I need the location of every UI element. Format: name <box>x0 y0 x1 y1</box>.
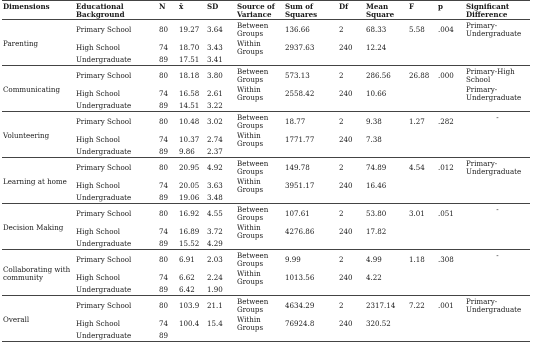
empty-cell <box>408 240 437 250</box>
f-cell <box>408 222 437 240</box>
p-cell: .000 <box>438 71 454 80</box>
empty-cell <box>338 194 365 204</box>
table-row <box>2 102 530 112</box>
mean-cell: 15.52 <box>178 240 206 250</box>
p-cell: .051 <box>438 209 454 218</box>
empty-cell <box>437 332 465 342</box>
sd-cell: 3.43 <box>207 43 223 52</box>
n-cell: 80 <box>159 117 169 126</box>
sum-of-squares-cell: 3951.17 <box>285 181 315 190</box>
educational-background-cell: Primary School <box>76 163 132 172</box>
educational-background-cell: Undergraduate <box>75 194 158 204</box>
empty-cell <box>465 148 530 158</box>
n-cell: 80 <box>159 255 169 264</box>
empty-cell <box>365 332 408 342</box>
df-cell: 2 <box>339 163 344 172</box>
p-cell <box>437 84 465 102</box>
educational-background-cell: High School <box>76 273 121 282</box>
educational-background-cell: Primary School <box>76 209 132 218</box>
sd-cell: 2.03 <box>207 255 223 264</box>
p-cell <box>437 38 465 56</box>
sum-of-squares-cell: 1013.56 <box>285 273 315 282</box>
source-of-variance-cell: Between Groups <box>237 159 269 176</box>
table-row <box>2 148 530 158</box>
empty-cell <box>408 102 437 112</box>
sd-cell: 15.4 <box>207 319 223 328</box>
f-cell: 26.88 <box>409 71 430 80</box>
source-of-variance-cell: Between Groups <box>237 251 269 268</box>
source-of-variance-cell: Within Groups <box>237 39 264 56</box>
mean-cell: 14.51 <box>178 102 206 112</box>
mean-square-cell: 4.22 <box>366 273 382 282</box>
n-cell: 89 <box>158 102 178 112</box>
header-p: p <box>437 1 465 20</box>
table-row <box>2 112 530 131</box>
f-cell: 7.22 <box>409 301 425 310</box>
table-row <box>2 56 530 66</box>
table-row <box>2 286 530 296</box>
mean-cell: 20.95 <box>179 163 200 172</box>
source-of-variance-cell: Within Groups <box>237 85 264 102</box>
significant-difference-cell <box>465 38 530 56</box>
empty-cell <box>408 148 437 158</box>
empty-cell <box>465 286 530 296</box>
empty-cell <box>236 102 284 112</box>
sum-of-squares-cell: 2937.63 <box>285 43 315 52</box>
mean-cell: 16.92 <box>179 209 200 218</box>
educational-background-cell: High School <box>76 43 121 52</box>
table-row <box>2 204 530 223</box>
table-row <box>2 296 530 315</box>
mean-cell: 100.4 <box>179 319 200 328</box>
n-cell: 89 <box>158 286 178 296</box>
mean-square-cell: 286.56 <box>366 71 391 80</box>
n-cell: 89 <box>158 148 178 158</box>
source-of-variance-cell: Within Groups <box>237 223 264 240</box>
sd-cell: 1.90 <box>206 286 236 296</box>
dimension-label: Overall <box>2 296 75 342</box>
header-f: F <box>408 1 437 20</box>
significant-difference-cell: - <box>496 113 499 122</box>
educational-background-cell: High School <box>76 135 121 144</box>
empty-cell <box>408 286 437 296</box>
significant-difference-cell <box>465 176 530 194</box>
empty-cell <box>408 194 437 204</box>
mean-cell: 16.89 <box>179 227 200 236</box>
educational-background-cell: Undergraduate <box>75 102 158 112</box>
empty-cell <box>236 148 284 158</box>
educational-background-cell: Primary School <box>76 71 132 80</box>
empty-cell <box>437 148 465 158</box>
sum-of-squares-cell: 2558.42 <box>285 89 315 98</box>
df-cell: 240 <box>339 319 353 328</box>
educational-background-cell: High School <box>76 181 121 190</box>
sd-cell: 3.22 <box>206 102 236 112</box>
significant-difference-cell <box>465 268 530 286</box>
f-cell <box>408 84 437 102</box>
mean-cell: 6.62 <box>179 273 195 282</box>
source-of-variance-cell: Between Groups <box>237 113 269 130</box>
significant-difference-cell: Primary-High School <box>466 67 515 84</box>
sd-cell: 3.64 <box>207 25 223 34</box>
mean-cell: 6.91 <box>179 255 195 264</box>
mean-cell: 9.86 <box>178 148 206 158</box>
table-row <box>2 194 530 204</box>
mean-cell: 103.9 <box>179 301 200 310</box>
dimension-label: Collaborating with community <box>2 250 75 296</box>
mean-square-cell: 10.66 <box>366 89 387 98</box>
sd-cell: 3.80 <box>207 71 223 80</box>
significant-difference-cell <box>465 222 530 240</box>
source-of-variance-cell: Between Groups <box>237 67 269 84</box>
empty-cell <box>284 148 338 158</box>
dimension-label: Volunteering <box>2 112 75 158</box>
empty-cell <box>365 240 408 250</box>
empty-cell <box>338 332 365 342</box>
dimension-label: Learning at home <box>2 158 75 204</box>
educational-background-cell: Primary School <box>76 255 132 264</box>
sd-cell: 3.48 <box>206 194 236 204</box>
header-sd: SD <box>206 1 236 20</box>
p-cell <box>437 268 465 286</box>
empty-cell <box>437 102 465 112</box>
empty-cell <box>236 332 284 342</box>
empty-cell <box>465 56 530 66</box>
empty-cell <box>284 194 338 204</box>
empty-cell <box>408 56 437 66</box>
df-cell: 240 <box>339 181 353 190</box>
significant-difference-cell <box>465 314 530 332</box>
empty-cell <box>437 194 465 204</box>
empty-cell <box>437 240 465 250</box>
n-cell: 80 <box>159 163 169 172</box>
table-row <box>2 38 530 56</box>
sum-of-squares-cell: 107.61 <box>285 209 310 218</box>
sd-cell: 2.24 <box>207 273 223 282</box>
mean-square-cell: 320.52 <box>366 319 391 328</box>
empty-cell <box>365 148 408 158</box>
empty-cell <box>465 102 530 112</box>
educational-background-cell: High School <box>76 319 121 328</box>
p-cell: .282 <box>438 117 454 126</box>
sd-cell: 3.02 <box>207 117 223 126</box>
p-cell <box>437 222 465 240</box>
table-row <box>2 268 530 286</box>
source-of-variance-cell: Between Groups <box>237 21 269 38</box>
mean-square-cell: 74.89 <box>366 163 387 172</box>
f-cell: 1.18 <box>409 255 425 264</box>
empty-cell <box>365 56 408 66</box>
educational-background-cell: Primary School <box>76 25 132 34</box>
p-cell: .001 <box>438 301 454 310</box>
f-cell: 3.01 <box>409 209 425 218</box>
df-cell: 240 <box>339 43 353 52</box>
f-cell: 1.27 <box>409 117 425 126</box>
dimension-label: Parenting <box>2 20 75 66</box>
mean-square-cell: 9.38 <box>366 117 382 126</box>
educational-background-cell: Undergraduate <box>75 240 158 250</box>
p-cell <box>437 314 465 332</box>
sd-cell: 2.37 <box>206 148 236 158</box>
df-cell: 2 <box>339 25 344 34</box>
significant-difference-cell: - <box>496 251 499 260</box>
empty-cell <box>365 102 408 112</box>
mean-cell: 19.27 <box>179 25 200 34</box>
empty-cell <box>408 332 437 342</box>
educational-background-cell: Undergraduate <box>75 286 158 296</box>
f-cell: 5.58 <box>409 25 425 34</box>
mean-square-cell: 12.24 <box>366 43 387 52</box>
header-sum-of-squares: Sum of Squares <box>284 1 338 20</box>
f-cell <box>408 176 437 194</box>
table-row <box>2 250 530 269</box>
empty-cell <box>365 286 408 296</box>
p-cell: .004 <box>438 25 454 34</box>
mean-cell <box>178 332 206 342</box>
n-cell: 74 <box>159 89 169 98</box>
sum-of-squares-cell: 136.66 <box>285 25 310 34</box>
empty-cell <box>284 332 338 342</box>
table-row <box>2 240 530 250</box>
n-cell: 80 <box>159 301 169 310</box>
mean-square-cell: 68.33 <box>366 25 387 34</box>
header-mean-square: Mean Square <box>365 1 408 20</box>
sum-of-squares-cell: 149.78 <box>285 163 310 172</box>
table-row <box>2 66 530 85</box>
p-cell <box>437 130 465 148</box>
mean-square-cell: 2317.14 <box>366 301 396 310</box>
header-mean: x̄ <box>178 1 206 20</box>
header-educational-background: Educational Background <box>75 1 158 20</box>
source-of-variance-cell: Within Groups <box>237 315 264 332</box>
source-of-variance-cell: Between Groups <box>237 297 269 314</box>
sum-of-squares-cell: 18.77 <box>285 117 306 126</box>
empty-cell <box>365 194 408 204</box>
educational-background-cell: Undergraduate <box>75 148 158 158</box>
sd-cell <box>206 332 236 342</box>
mean-cell: 6.42 <box>178 286 206 296</box>
df-cell: 240 <box>339 227 353 236</box>
header-df: Df <box>338 1 365 20</box>
mean-cell: 17.51 <box>178 56 206 66</box>
sum-of-squares-cell: 573.13 <box>285 71 310 80</box>
empty-cell <box>338 56 365 66</box>
n-cell: 74 <box>159 319 169 328</box>
mean-cell: 18.18 <box>179 71 200 80</box>
educational-background-cell: Undergraduate <box>75 56 158 66</box>
source-of-variance-cell: Within Groups <box>237 269 264 286</box>
n-cell: 80 <box>159 25 169 34</box>
empty-cell <box>465 332 530 342</box>
header-source-of-variance: Source of Variance <box>236 1 284 20</box>
table-row <box>2 222 530 240</box>
empty-cell <box>338 148 365 158</box>
n-cell: 74 <box>159 181 169 190</box>
sum-of-squares-cell: 9.99 <box>285 255 301 264</box>
df-cell: 2 <box>339 255 344 264</box>
educational-background-cell: Undergraduate <box>75 332 158 342</box>
n-cell: 80 <box>159 71 169 80</box>
significant-difference-cell: Primary-Undergraduate <box>466 159 522 176</box>
empty-cell <box>465 194 530 204</box>
empty-cell <box>236 194 284 204</box>
educational-background-cell: Primary School <box>76 117 132 126</box>
mean-cell: 19.06 <box>178 194 206 204</box>
empty-cell <box>465 240 530 250</box>
source-of-variance-cell: Within Groups <box>237 131 264 148</box>
sd-cell: 3.41 <box>206 56 236 66</box>
sum-of-squares-cell: 1771.77 <box>285 135 315 144</box>
empty-cell <box>338 240 365 250</box>
mean-square-cell: 4.99 <box>366 255 382 264</box>
df-cell: 240 <box>339 89 353 98</box>
sum-of-squares-cell: 4276.86 <box>285 227 315 236</box>
header-dimensions: Dimensions <box>2 1 75 20</box>
empty-cell <box>338 102 365 112</box>
sum-of-squares-cell: 4634.29 <box>285 301 315 310</box>
n-cell: 89 <box>158 240 178 250</box>
dimension-label: Decision Making <box>2 204 75 250</box>
f-cell <box>408 38 437 56</box>
table-row <box>2 158 530 177</box>
significant-difference-cell: Primary-Undergraduate <box>466 85 522 102</box>
significant-difference-cell: Primary-Undergraduate <box>466 21 522 38</box>
sd-cell: 3.72 <box>207 227 223 236</box>
empty-cell <box>284 56 338 66</box>
table-row <box>2 176 530 194</box>
sd-cell: 2.74 <box>207 135 223 144</box>
empty-cell <box>236 286 284 296</box>
p-cell <box>437 176 465 194</box>
f-cell <box>408 314 437 332</box>
significant-difference-cell: - <box>496 205 499 214</box>
n-cell: 89 <box>158 194 178 204</box>
table-row <box>2 20 530 39</box>
table-row <box>2 84 530 102</box>
f-cell: 4.54 <box>409 163 425 172</box>
mean-cell: 10.37 <box>179 135 200 144</box>
educational-background-cell: High School <box>76 89 121 98</box>
p-cell: .012 <box>438 163 454 172</box>
f-cell <box>408 268 437 286</box>
empty-cell <box>338 286 365 296</box>
educational-background-cell: Primary School <box>76 301 132 310</box>
n-cell: 74 <box>159 43 169 52</box>
source-of-variance-cell: Within Groups <box>237 177 264 194</box>
source-of-variance-cell: Between Groups <box>237 205 269 222</box>
n-cell: 89 <box>158 56 178 66</box>
df-cell: 240 <box>339 135 353 144</box>
empty-cell <box>284 240 338 250</box>
n-cell: 74 <box>159 227 169 236</box>
n-cell: 89 <box>158 332 178 342</box>
table-body <box>2 20 530 342</box>
header-significant-difference: Significant Difference <box>465 1 530 20</box>
n-cell: 80 <box>159 209 169 218</box>
sd-cell: 4.55 <box>207 209 223 218</box>
f-cell <box>408 130 437 148</box>
table-row <box>2 332 530 342</box>
educational-background-cell: High School <box>76 227 121 236</box>
sd-cell: 4.29 <box>206 240 236 250</box>
p-cell: .308 <box>438 255 454 264</box>
mean-cell: 20.05 <box>179 181 200 190</box>
sd-cell: 2.61 <box>207 89 223 98</box>
mean-square-cell: 16.46 <box>366 181 387 190</box>
sd-cell: 21.1 <box>207 301 223 310</box>
n-cell: 74 <box>159 135 169 144</box>
df-cell: 2 <box>339 71 344 80</box>
sd-cell: 4.92 <box>207 163 223 172</box>
mean-cell: 16.58 <box>179 89 200 98</box>
empty-cell <box>284 102 338 112</box>
empty-cell <box>236 240 284 250</box>
n-cell: 74 <box>159 273 169 282</box>
mean-square-cell: 53.80 <box>366 209 387 218</box>
significant-difference-cell <box>465 130 530 148</box>
sum-of-squares-cell: 76924.8 <box>285 319 315 328</box>
table-row <box>2 314 530 332</box>
dimension-label: Communicating <box>2 66 75 112</box>
header-row <box>2 1 530 20</box>
empty-cell <box>437 286 465 296</box>
empty-cell <box>236 56 284 66</box>
mean-cell: 18.70 <box>179 43 200 52</box>
df-cell: 240 <box>339 273 353 282</box>
mean-square-cell: 17.82 <box>366 227 387 236</box>
mean-square-cell: 7.38 <box>366 135 382 144</box>
df-cell: 2 <box>339 117 344 126</box>
df-cell: 2 <box>339 209 344 218</box>
significant-difference-cell: Primary-Undergraduate <box>466 297 522 314</box>
df-cell: 2 <box>339 301 344 310</box>
anova-table <box>2 0 530 342</box>
table-row <box>2 130 530 148</box>
header-n: N <box>158 1 178 20</box>
sd-cell: 3.63 <box>207 181 223 190</box>
mean-cell: 10.48 <box>179 117 200 126</box>
empty-cell <box>437 56 465 66</box>
empty-cell <box>284 286 338 296</box>
